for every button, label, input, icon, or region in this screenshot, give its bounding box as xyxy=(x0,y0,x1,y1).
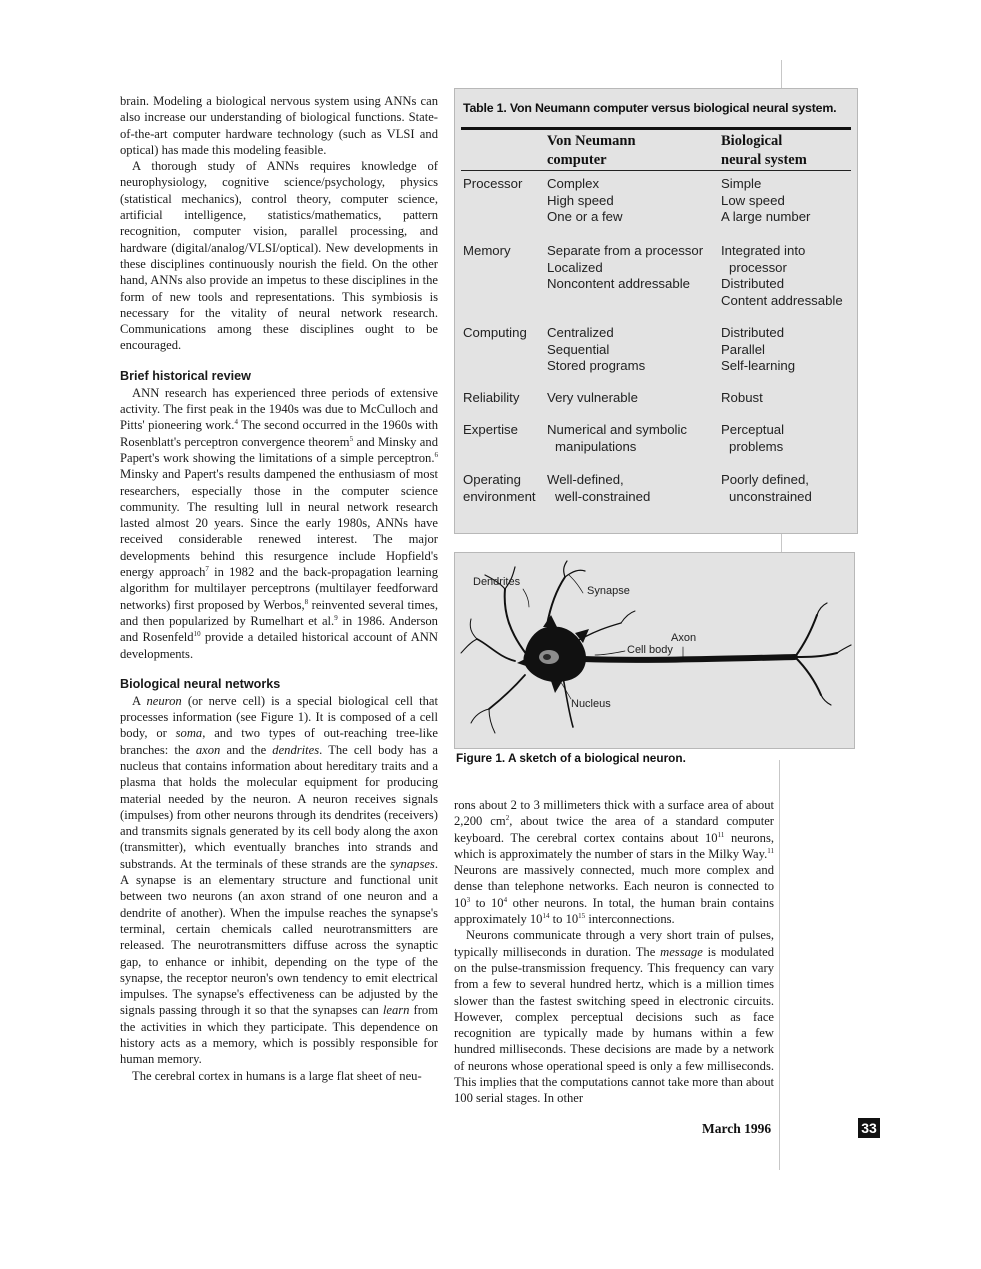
table-cell-line: Localized xyxy=(547,259,603,275)
figure-label-axon: Axon xyxy=(671,632,697,644)
table-cell-line: Distributed xyxy=(721,276,785,292)
table-caption: Table 1. Von Neumann computer versus biological neural system. xyxy=(463,101,837,115)
table-cell-line: Reliability xyxy=(463,390,520,405)
table-rule xyxy=(461,127,851,130)
figure-label-synapse: Synapse xyxy=(587,585,630,597)
figure-caption: Figure 1. A sketch of a biological neuron. xyxy=(456,751,686,765)
table-cell-line: Stored programs xyxy=(547,358,646,374)
table-row-label xyxy=(463,390,547,407)
paragraph: A neuron (or nerve cell) is a special biological cell that processes information (see Figure 1). It is composed of a cell body, or soma, and two types of out-reaching tree-like branches: the axon and the dendrites. The cell body has a nucleus that contains information about hereditary traits and a plasma that holds the molecular equipment for producing material needed by the neuron. A neuron receives signals (impulses) from other neurons through its dendrites (receivers) and transmits signals generated by its cell body along the axon (transmitter), which eventually branches into strands and substrands. At the terminals of these strands are the synapses. A synapse is an elementary structure and functional unit between two neurons (an axon strand of one neuron and a dendrite of another). When the impulse reaches the synapse's terminal, certain chemicals called neurotransmitters are released. The neurotransmitters diffuse across the synaptic gap, to enhance or inhibit, depending on the type of the synapse, the receptor neuron's own tendency to emit electrical impulses. The synapse's effectiveness can be adjusted by the signals passing through it so that the synapses can learn from the activities in which they participate. This dependence on history acts as a memory, which is possibly responsible for human memory. xyxy=(120,693,438,1067)
table-row-label xyxy=(463,325,547,342)
table-cell-line: Robust xyxy=(721,390,763,405)
table-cell-von-neumann xyxy=(547,390,723,407)
reference-marker: 7 xyxy=(205,564,209,573)
table-cell-line: environment xyxy=(463,488,536,504)
table-cell-line: Content addressable xyxy=(721,292,843,308)
paragraph: Neurons communicate through a very short train of pulses, typically milliseconds in duration. The message is modulated on the pulse-transmission frequency. This frequency can vary from a few to several hundred hertz, which is a million times slower than the fastest switching speed in electronic circuits. However, complex perceptual decisions such as face recognition are typically made by humans within a few hundred milliseconds. These decisions are made by a network of neurons whose operational speed is only a few milliseconds. This implies that the computations cannot take more than about 100 serial stages. In other xyxy=(454,928,775,1106)
table-cell-line: Parallel xyxy=(721,341,765,357)
page-number: 33 xyxy=(858,1118,880,1138)
reference-marker: 11 xyxy=(767,846,774,855)
table-cell-line: Numerical and symbolic xyxy=(547,422,687,437)
paragraph: rons about 2 to 3 millimeters thick with a surface area of about 2,200 $cm^2$, about twice the area of a standard computer keyboard. The cerebral cortex contains about $10^{11}$ neurons, which is approximately the number of stars in the Milky Way.$^{11}$ Neurons are massively connected, much more complex and dense than telephone networks. Each neuron is connected to $10^3$ to $10^4$ other neurons. In total, the human brain contains approximately $10^{14}$ to $10^{15}$ interconnections. xyxy=(454,798,774,927)
table-cell-von-neumann xyxy=(547,325,723,375)
table-cell-line: Perceptual xyxy=(721,422,785,437)
table-cell-biological xyxy=(721,472,861,505)
table-cell-line: Well-defined, xyxy=(547,472,624,487)
table-cell-line: Distributed xyxy=(721,325,785,340)
table-cell-von-neumann xyxy=(547,176,723,226)
section-heading-biological: Biological neural networks xyxy=(120,676,281,691)
table-cell-line: Sequential xyxy=(547,341,610,357)
table-cell-biological xyxy=(721,390,861,407)
table-cell-line: Separate from a processor xyxy=(547,243,704,258)
table-header-von-neumann: Von Neumann computer xyxy=(547,133,636,168)
reference-marker: 8 xyxy=(304,597,309,606)
neuron-figure xyxy=(454,552,855,749)
paragraph: The cerebral cortex in humans is a large flat sheet of neu- xyxy=(132,1068,422,1083)
paragraph: A thorough study of ANNs requires knowledge of neurophysiology, cognitive science/psychology, physics (statistical mechanics), control theory, computer science, artificial intelligence, statistics/mathematics, pattern recognition, computer vision, parallel processing, and hardware (digital/analog/VLSI/optical). New developments in these disciplines continuously nourish the field. On the other hand, ANNs also provide an impetus to these disciplines in the form of new tools and representations. This symbiosis is necessary for the vitality of neural network research. Communications among these disciplines ought to be encouraged. xyxy=(120,159,438,353)
table-cell-line: manipulations xyxy=(555,438,637,454)
table-cell-line: Centralized xyxy=(547,325,614,340)
reference-marker: 10 xyxy=(193,630,201,639)
table-cell-line: A large number xyxy=(721,209,811,225)
table-cell-line: Self-learning xyxy=(721,358,796,374)
table-rule xyxy=(461,170,851,171)
column-rule-middle xyxy=(781,532,782,552)
table-row-label xyxy=(463,472,547,505)
section-heading-history: Brief historical review xyxy=(120,368,251,383)
right-column xyxy=(454,797,774,1107)
left-column xyxy=(120,93,438,1084)
table-cell-line: High speed xyxy=(547,192,614,208)
table-cell-line: Computing xyxy=(463,325,527,340)
table-cell-line: well-constrained xyxy=(555,488,651,504)
table-cell-biological xyxy=(721,176,861,226)
reference-marker: 6 xyxy=(434,450,438,459)
table-cell-line: Integrated into xyxy=(721,243,806,258)
paragraph: brain. Modeling a biological nervous system using ANNs can also increase our understanding of biological functions. State-of-the-art computer hardware technology (such as VLSI and optical) has made this modeling feasible. xyxy=(120,94,438,157)
table-cell-line: Memory xyxy=(463,243,511,258)
table-cell-line: Complex xyxy=(547,176,600,191)
figure-label-dendrites: Dendrites xyxy=(473,576,521,588)
figure-label-cell-body: Cell body xyxy=(627,644,673,656)
column-rule-bottom xyxy=(779,760,780,1170)
table-cell-von-neumann xyxy=(547,472,723,505)
table-row-label xyxy=(463,176,547,193)
reference-marker: 9 xyxy=(334,613,338,622)
table-cell-von-neumann xyxy=(547,422,723,455)
figure-label-nucleus: Nucleus xyxy=(571,698,611,710)
reference-marker: 5 xyxy=(349,434,354,443)
reference-marker: 4 xyxy=(234,418,238,427)
table-cell-line: Noncontent addressable xyxy=(547,276,690,292)
table-cell-line: Low speed xyxy=(721,192,785,208)
table-cell-line: unconstrained xyxy=(729,488,812,504)
table-cell-line: Simple xyxy=(721,176,762,191)
table-cell-biological xyxy=(721,325,861,375)
table-cell-line: One or a few xyxy=(547,209,623,225)
paragraph: ANN research has experienced three periods of extensive activity. The first peak in the 1940s was due to McCulloch and Pitts' pioneering work.$^4$ The second occurred in the 1960s with Rosenblatt's perceptron convergence theorem$^5$ and Minsky and Papert's work showing the limitations of a simple perceptron.$^6$ Minsky and Papert's results dampened the enthusiasm of most researchers, especially those in the computer science community. The resulting lull in neural network research lasted almost 20 years. Since the early 1980s, ANNs have received considerable renewed interest. The major developments behind this resurgence include Hopfield's energy approach$^7$ in 1982 and the back-propagation learning algorithm for multilayer perceptrons (multilayer feedforward networks) first proposed by Werbos,$^8$ reinvented several times, and then popularized by Rumelhart et al.$^9$ in 1986. Anderson and Rosenfeld$^{10}$ provide a detailed historical account of ANN developments. xyxy=(120,385,438,661)
table-cell-line: Operating xyxy=(463,472,521,487)
issue-date: March 1996 xyxy=(702,1121,772,1136)
table-cell-line: processor xyxy=(729,259,787,275)
table-cell-von-neumann xyxy=(547,243,723,293)
table-cell-biological xyxy=(721,243,861,309)
table-row-label xyxy=(463,243,547,260)
table-cell-line: Very vulnerable xyxy=(547,390,638,405)
comparison-table xyxy=(454,88,858,534)
column-rule-top xyxy=(781,60,782,88)
table-cell-line: Processor xyxy=(463,176,523,191)
table-row-label xyxy=(463,422,547,439)
table-cell-line: Expertise xyxy=(463,422,518,437)
table-cell-line: problems xyxy=(729,438,784,454)
table-cell-biological xyxy=(721,422,861,455)
table-header-biological: Biological neural system xyxy=(721,133,807,168)
table-cell-line: Poorly defined, xyxy=(721,472,809,487)
